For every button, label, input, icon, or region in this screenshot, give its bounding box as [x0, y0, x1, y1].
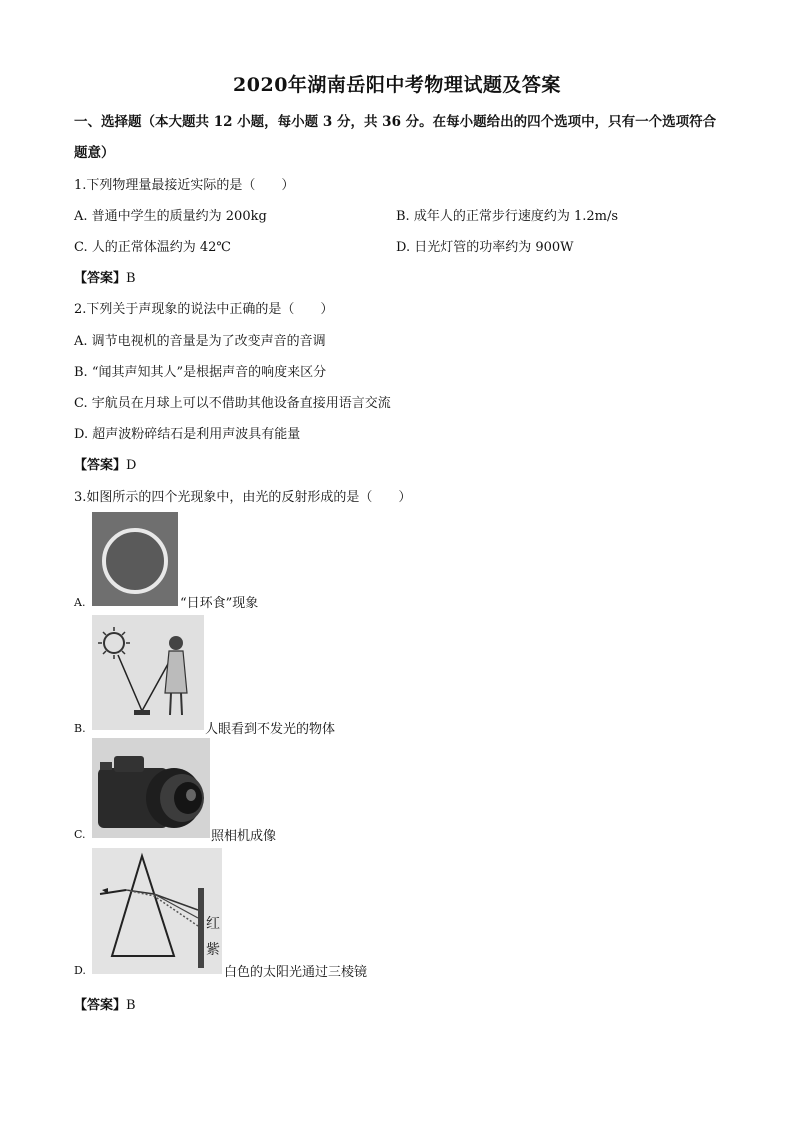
q3-option-b-letter: B. [74, 722, 86, 735]
q3-option-c-image [92, 738, 210, 838]
q2-stem: 2.下列关于声现象的说法中正确的是（ ） [74, 302, 334, 317]
reflection-scene-icon [92, 615, 204, 730]
q3-option-d-caption: 白色的太阳光通过三棱镜 [224, 965, 368, 980]
page-title: 2020年湖南岳阳中考物理试题及答案 [233, 74, 561, 96]
q1-answer [74, 267, 136, 286]
q3-option-a-letter: A. [74, 596, 86, 609]
answer-value: B [126, 998, 136, 1013]
q2-option-d: D. 超声波粉碎结石是利用声波具有能量 [74, 427, 301, 442]
q3-option-c-caption: 照相机成像 [211, 829, 277, 844]
q2-option-c: C. 宇航员在月球上可以不借助其他设备直接用语言交流 [74, 396, 391, 411]
q3-option-a-caption: “日环食”现象 [180, 596, 259, 611]
q1-option-c: C. 人的正常体温约为 42℃ [74, 240, 231, 255]
q3-option-a-image [92, 512, 178, 606]
q1-option-d: D. 日光灯管的功率约为 900W [396, 240, 574, 255]
q1-stem: 1.下列物理量最接近实际的是（ ） [74, 178, 295, 193]
q2-answer [74, 454, 136, 473]
q3-answer [74, 994, 136, 1013]
section-heading-line1: 一、选择题（本大题共 12 小题，每小题 3 分，共 36 分。在每小题给出的四个选项中，只有一个选项符合 [74, 114, 717, 130]
q3-option-d-letter: D. [74, 964, 86, 977]
answer-value: B [126, 271, 136, 286]
answer-label: 【答案】 [74, 998, 127, 1013]
q3-stem: 3.如图所示的四个光现象中，由光的反射形成的是（ ） [74, 490, 412, 505]
prism-icon [92, 848, 222, 974]
q2-option-b: B. “闻其声知其人”是根据声音的响度来区分 [74, 365, 327, 380]
q1-option-a: A. 普通中学生的质量约为 200kg [74, 209, 267, 224]
q1-option-b: B. 成年人的正常步行速度约为 1.2m/s [396, 209, 619, 224]
q3-option-c-letter: C. [74, 828, 86, 841]
q3-option-b-caption: 人眼看到不发光的物体 [205, 722, 336, 737]
q3-option-d-image [92, 848, 222, 974]
camera-icon [92, 738, 210, 838]
eclipse-ring-icon [92, 512, 178, 606]
section-heading-line2: 题意） [74, 145, 115, 161]
answer-label: 【答案】 [74, 458, 127, 473]
q2-option-a: A. 调节电视机的音量是为了改变声音的音调 [74, 334, 326, 349]
prism-label-purple: 紫 [206, 942, 220, 958]
answer-label: 【答案】 [74, 271, 127, 286]
prism-label-red: 红 [206, 916, 220, 932]
answer-value: D [126, 458, 137, 473]
q3-option-b-image [92, 615, 204, 730]
